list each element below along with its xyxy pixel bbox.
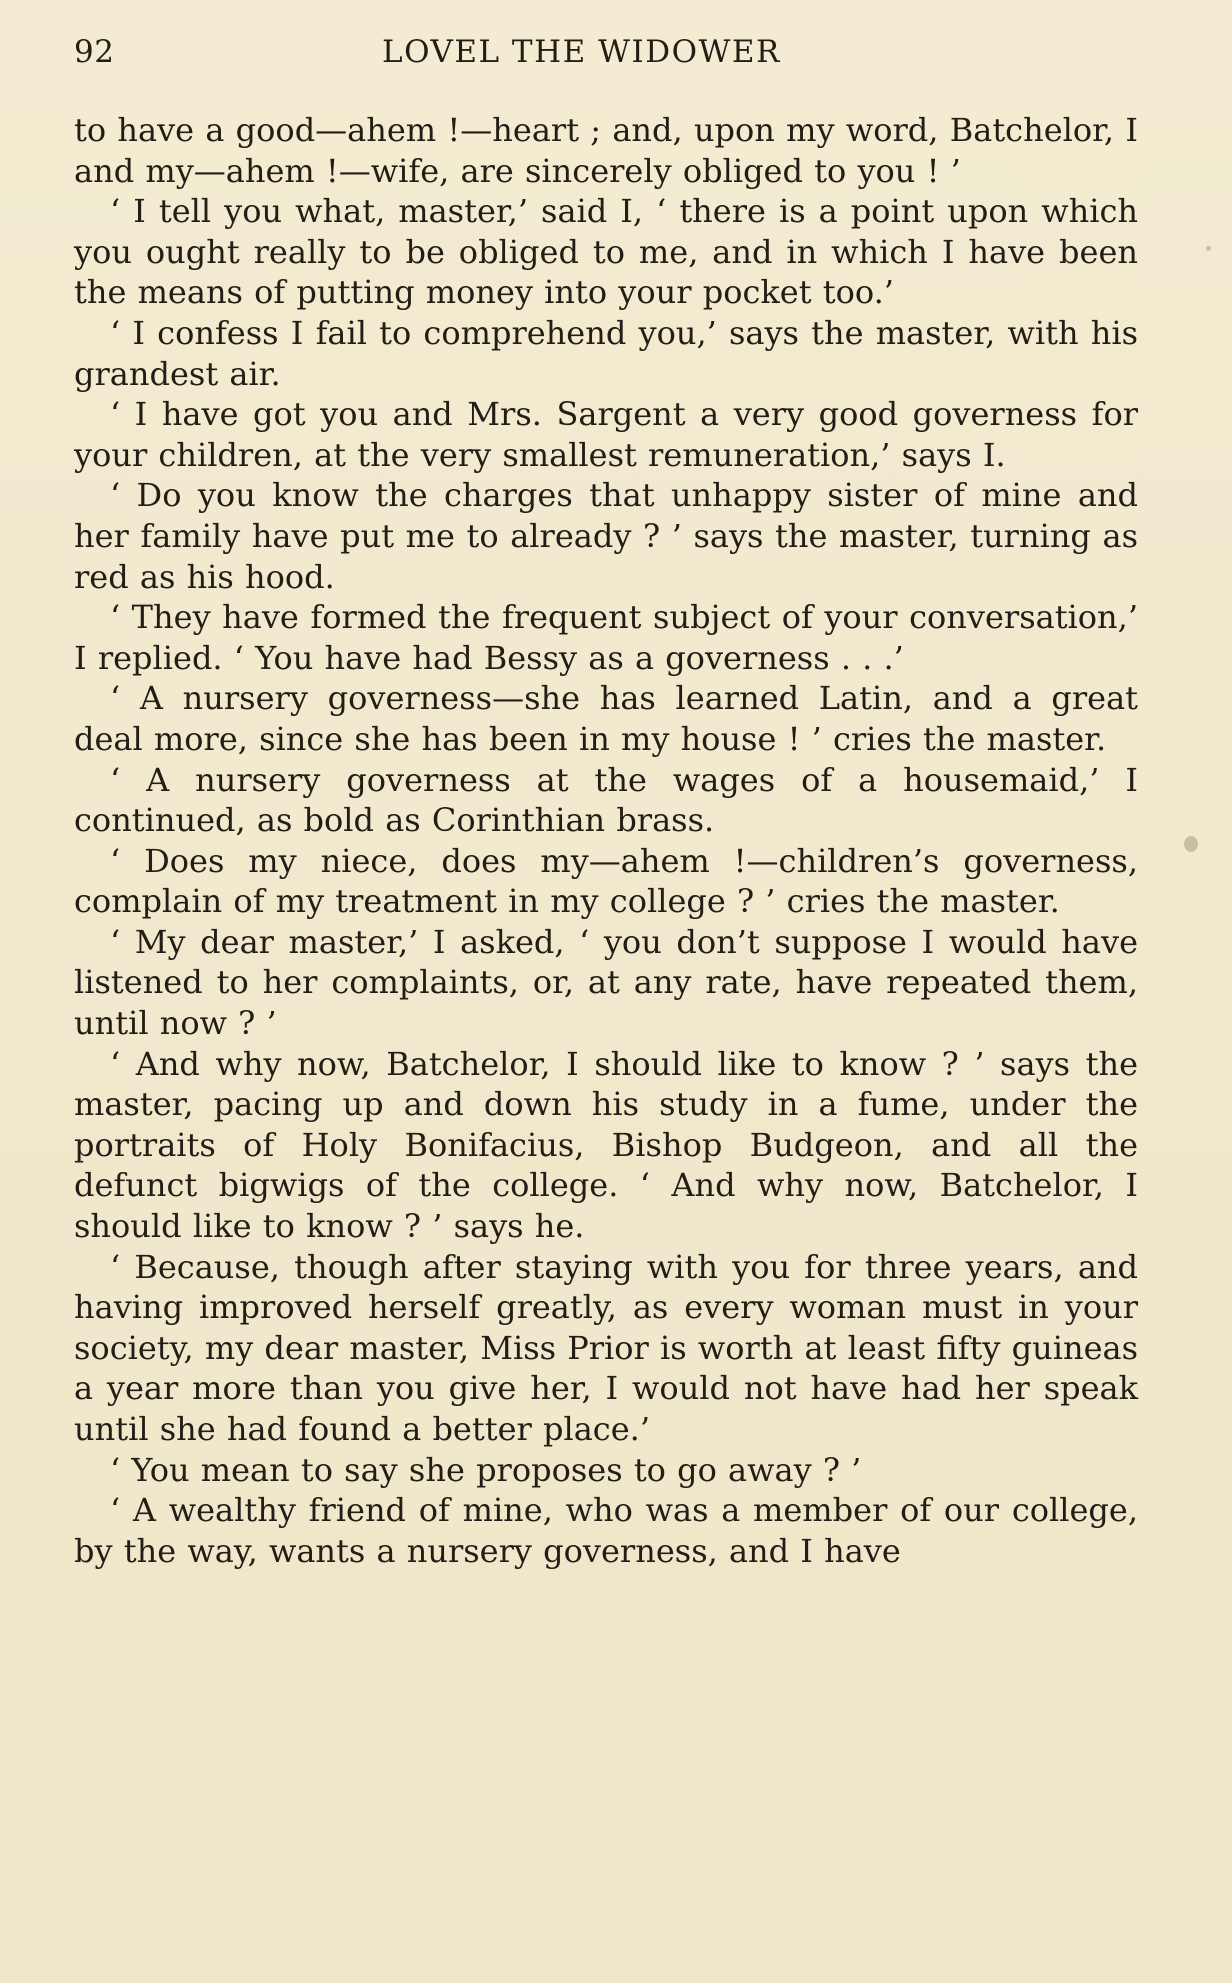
paper-speck <box>1184 836 1198 852</box>
paragraph: ‘ You mean to say she proposes to go away ? ’ <box>110 1450 862 1489</box>
paper-speck <box>1206 246 1211 251</box>
page-header <box>74 34 1144 86</box>
paragraph: ‘ Because, though after staying with you for three years, and having improved herself greatly, as every woman must in your society, my dear master, Miss Prior is worth at least fifty guineas a year more than you give her, I would not have had her speak until she had found a better place.’ <box>74 1247 1138 1448</box>
paragraph: ‘ I confess I fail to comprehend you,’ says the master, with his grandest air. <box>74 313 1138 393</box>
paragraph: ‘ Does my niece, does my—ahem !—children’s governess, complain of my treatment in my college ? ’ cries the master. <box>74 841 1138 921</box>
page-number: 92 <box>74 34 115 70</box>
paragraph: ‘ And why now, Batchelor, I should like to know ? ’ says the master, pacing up and down his study in a fume, under the portraits of Holy Bonifacius, Bishop Budgeon, and all the defunct bigwigs of the college. ‘ And why now, Batchelor, I should like to know ? ’ says he. <box>74 1044 1138 1246</box>
paragraph: ‘ My dear master,’ I asked, ‘ you don’t suppose I would have listened to her complaints, or, at any rate, have repeated them, until now ? ’ <box>74 922 1138 1043</box>
running-title: LOVEL THE WIDOWER <box>382 34 781 70</box>
paragraph: ‘ Do you know the charges that unhappy sister of mine and her family have put me to already ? ’ says the master, turning as red as his hood. <box>74 476 1138 596</box>
paragraph: ‘ A nursery governess—she has learned Latin, and a great deal more, since she has been in my house ! ’ cries the master. <box>74 679 1138 758</box>
paragraph: ‘ A nursery governess at the wages of a housemaid,’ I continued, as bold as Corinthian brass. <box>74 760 1138 840</box>
paragraph: ‘ I tell you what, master,’ said I, ‘ there is a point upon which you ought really to be obliged to me, and in which I have been the means of putting money into your pocket too.’ <box>74 192 1138 312</box>
paragraph: to have a good—ahem !—heart ; and, upon my word, Batchelor, I and my—ahem !—wife, are sincerely obliged to you ! ’ <box>74 111 1138 190</box>
body-text <box>74 110 1138 1571</box>
paragraph: ‘ A wealthy friend of mine, who was a member of our college, by the way, wants a nursery governess, and I have <box>74 1491 1138 1570</box>
paragraph: ‘ I have got you and Mrs. Sargent a very good governess for your children, at the very smallest remuneration,’ says I. <box>74 395 1138 474</box>
paragraph: ‘ They have formed the frequent subject of your conversation,’ I replied. ‘ You have had Bessy as a governess . . .’ <box>74 598 1138 677</box>
